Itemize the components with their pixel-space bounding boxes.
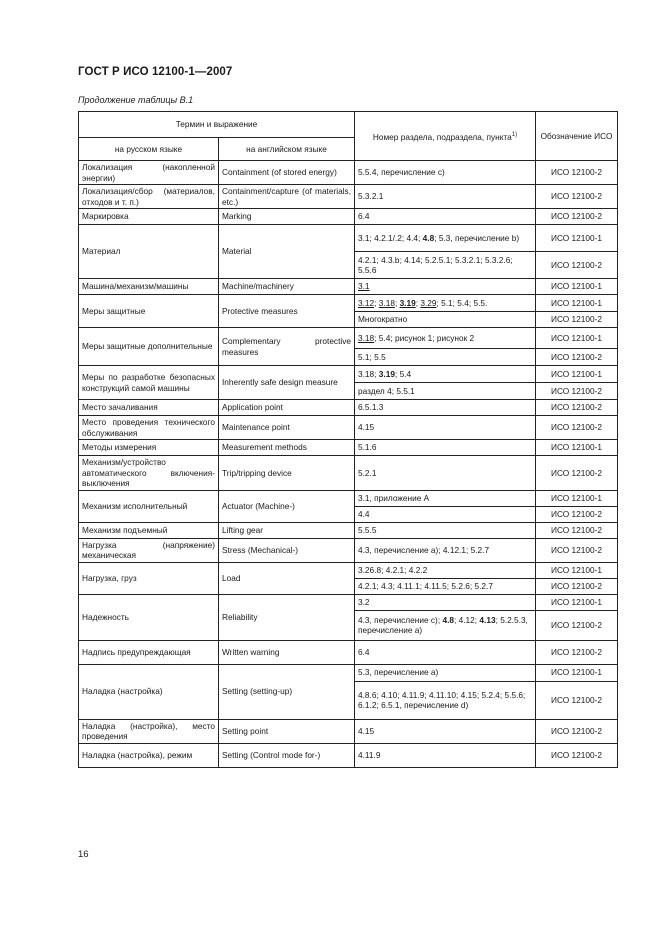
section-reference: 3.18; 5.4; рисунок 1; рисунок 2	[355, 328, 536, 349]
table-row	[79, 161, 618, 185]
term-russian: Механизм подъемный	[79, 522, 219, 538]
term-russian: Наладка (настройка), место проведения	[79, 719, 219, 743]
table-row	[79, 640, 618, 664]
term-english: Trip/tripping device	[219, 456, 355, 491]
iso-designation: ИСО 12100-2	[536, 610, 618, 640]
section-reference: 6.4	[355, 209, 536, 225]
term-russian: Меры защитные дополнительные	[79, 328, 219, 366]
iso-designation: ИСО 12100-1	[536, 562, 618, 578]
iso-designation: ИСО 12100-2	[536, 185, 618, 209]
term-english: Application point	[219, 400, 355, 416]
term-russian: Маркировка	[79, 209, 219, 225]
term-russian: Материал	[79, 225, 219, 279]
page-number: 16	[78, 849, 89, 860]
term-english: Marking	[219, 209, 355, 225]
table-row	[79, 295, 618, 312]
table-row	[79, 719, 618, 743]
section-reference: 3.12; 3.18; 3.19; 3.29; 5.1; 5.4; 5.5.	[355, 295, 536, 312]
iso-designation: ИСО 12100-2	[536, 161, 618, 185]
term-russian: Надпись предупреждающая	[79, 640, 219, 664]
section-reference: 4.15	[355, 416, 536, 440]
iso-designation: ИСО 12100-2	[536, 456, 618, 491]
table-row	[79, 490, 618, 506]
term-english: Material	[219, 225, 355, 279]
term-russian: Машина/механизм/машины	[79, 279, 219, 295]
section-reference: 3.26.8; 4.2.1; 4.2.2	[355, 562, 536, 578]
term-english: Inherently safe design measure	[219, 366, 355, 400]
section-reference: 5.2.1	[355, 456, 536, 491]
iso-designation: ИСО 12100-2	[536, 312, 618, 328]
header-term-group: Термин и выражение	[79, 112, 355, 138]
terms-table	[78, 111, 618, 768]
section-reference: 4.8.6; 4.10; 4.11.9; 4.11.10; 4.15; 5.2.4; 5.5.6; 6.1.2; 6.5.1, перечисление d)	[355, 681, 536, 719]
term-english: Maintenance point	[219, 416, 355, 440]
term-english: Actuator (Machine-)	[219, 490, 355, 522]
iso-designation: ИСО 12100-1	[536, 594, 618, 610]
table-row	[79, 743, 618, 767]
section-reference: 3.2	[355, 594, 536, 610]
iso-designation: ИСО 12100-1	[536, 295, 618, 312]
section-reference: 6.5.1.3	[355, 400, 536, 416]
section-reference: 3.18; 3.19; 5.4	[355, 366, 536, 383]
iso-designation: ИСО 12100-2	[536, 400, 618, 416]
section-reference: 3.1	[355, 279, 536, 295]
section-reference: 4.3, перечисление а); 4.12.1; 5.2.7	[355, 538, 536, 562]
term-russian: Механизм исполнительный	[79, 490, 219, 522]
table-row	[79, 279, 618, 295]
table-row	[79, 664, 618, 681]
section-reference: 4.2.1; 4.3; 4.11.1; 4.11.5; 5.2.6; 5.2.7	[355, 578, 536, 594]
table-row	[79, 416, 618, 440]
iso-designation: ИСО 12100-1	[536, 225, 618, 252]
term-english: Measurement methods	[219, 440, 355, 456]
header-iso: Обозначение ИСО	[536, 112, 618, 161]
iso-designation: ИСО 12100-2	[536, 506, 618, 522]
term-russian: Механизм/устройство автоматического включения-выключения	[79, 456, 219, 491]
term-russian: Методы измерения	[79, 440, 219, 456]
table-row	[79, 538, 618, 562]
term-russian: Надежность	[79, 594, 219, 640]
table-row	[79, 562, 618, 578]
term-english: Complementary protective measures	[219, 328, 355, 366]
iso-designation: ИСО 12100-2	[536, 743, 618, 767]
table-row	[79, 440, 618, 456]
table-row	[79, 185, 618, 209]
table-row	[79, 594, 618, 610]
iso-designation: ИСО 12100-1	[536, 366, 618, 383]
term-english: Setting (Control mode for-)	[219, 743, 355, 767]
term-russian: Место проведения технического обслуживания	[79, 416, 219, 440]
header-english: на английском языке	[219, 138, 355, 161]
term-russian: Локализация (накопленной энергии)	[79, 161, 219, 185]
iso-designation: ИСО 12100-1	[536, 328, 618, 349]
table-body	[79, 161, 618, 768]
term-english: Containment (of stored energy)	[219, 161, 355, 185]
section-reference: 5.1; 5.5	[355, 349, 536, 366]
term-english: Reliability	[219, 594, 355, 640]
term-russian: Локализация/сбор (материалов, отходов и т. п.)	[79, 185, 219, 209]
section-reference: 5.3.2.1	[355, 185, 536, 209]
table-row	[79, 209, 618, 225]
section-reference: 4.2.1; 4.3.b; 4.14; 5.2.5.1; 5.3.2.1; 5.3.2.6; 5.5.6	[355, 252, 536, 279]
term-russian: Наладка (настройка)	[79, 664, 219, 719]
table-row	[79, 522, 618, 538]
iso-designation: ИСО 12100-2	[536, 522, 618, 538]
term-english: Lifting gear	[219, 522, 355, 538]
iso-designation: ИСО 12100-2	[536, 538, 618, 562]
term-russian: Место зачаливания	[79, 400, 219, 416]
table-row	[79, 456, 618, 491]
term-english: Containment/capture (of materials, etc.)	[219, 185, 355, 209]
section-reference: 5.3, перечисление а)	[355, 664, 536, 681]
section-reference: 4.4	[355, 506, 536, 522]
section-reference: 5.5.5	[355, 522, 536, 538]
term-english: Setting (setting-up)	[219, 664, 355, 719]
document-title: ГОСТ Р ИСО 12100-1—2007	[78, 66, 233, 78]
header-russian: на русском языке	[79, 138, 219, 161]
term-english: Load	[219, 562, 355, 594]
term-english: Setting point	[219, 719, 355, 743]
term-english: Written warning	[219, 640, 355, 664]
section-reference: 3.1, приложение А	[355, 490, 536, 506]
iso-designation: ИСО 12100-2	[536, 349, 618, 366]
iso-designation: ИСО 12100-1	[536, 664, 618, 681]
section-reference: 5.5.4, перечисление с)	[355, 161, 536, 185]
section-reference: 4.3, перечисление с); 4.8; 4.12; 4.13; 5.2.5.3, перечисление а)	[355, 610, 536, 640]
table-row	[79, 328, 618, 349]
iso-designation: ИСО 12100-2	[536, 578, 618, 594]
section-reference: Многократно	[355, 312, 536, 328]
term-russian: Наладка (настройка), режим	[79, 743, 219, 767]
section-reference: 6.4	[355, 640, 536, 664]
table-row	[79, 400, 618, 416]
iso-designation: ИСО 12100-1	[536, 279, 618, 295]
section-reference: 3.1; 4.2.1/.2; 4.4; 4.8; 5.3, перечисление b)	[355, 225, 536, 252]
iso-designation: ИСО 12100-2	[536, 719, 618, 743]
iso-designation: ИСО 12100-2	[536, 681, 618, 719]
table-caption: Продолжение таблицы В.1	[78, 95, 194, 105]
section-reference: раздел 4; 5.5.1	[355, 383, 536, 400]
section-reference: 5.1.6	[355, 440, 536, 456]
term-english: Stress (Mechanical-)	[219, 538, 355, 562]
section-reference: 4.15	[355, 719, 536, 743]
iso-designation: ИСО 12100-1	[536, 490, 618, 506]
iso-designation: ИСО 12100-2	[536, 252, 618, 279]
iso-designation: ИСО 12100-1	[536, 440, 618, 456]
term-russian: Нагрузка (напряжение) механическая	[79, 538, 219, 562]
term-russian: Нагрузка, груз	[79, 562, 219, 594]
term-russian: Меры по разработке безопасных конструкций самой машины	[79, 366, 219, 400]
term-english: Protective measures	[219, 295, 355, 328]
section-reference: 4.11.9	[355, 743, 536, 767]
table-row	[79, 225, 618, 252]
iso-designation: ИСО 12100-2	[536, 209, 618, 225]
iso-designation: ИСО 12100-2	[536, 640, 618, 664]
term-english: Machine/machinery	[219, 279, 355, 295]
header-section: Номер раздела, подраздела, пункта$^{1)}$	[355, 112, 536, 161]
term-russian: Меры защитные	[79, 295, 219, 328]
iso-designation: ИСО 12100-2	[536, 383, 618, 400]
table-row	[79, 366, 618, 383]
iso-designation: ИСО 12100-2	[536, 416, 618, 440]
